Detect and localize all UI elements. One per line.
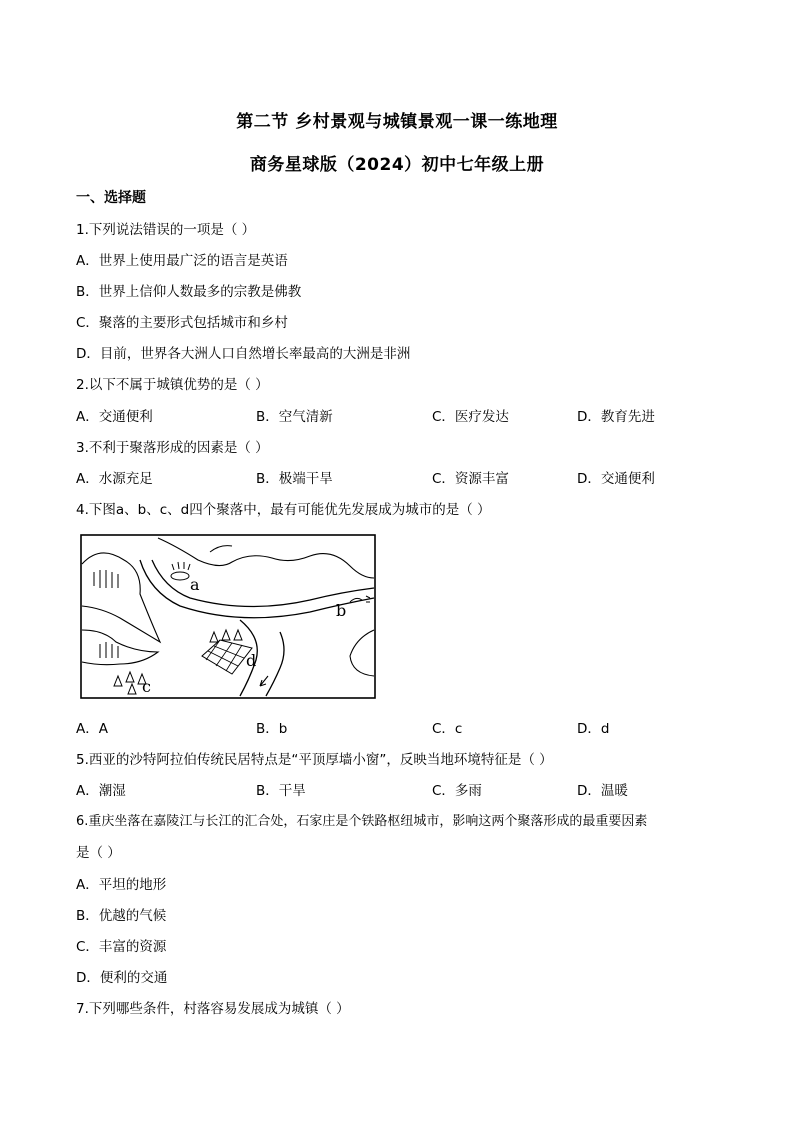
label-a: a [190, 575, 200, 594]
question-1-option-a: A．世界上使用最广泛的语言是英语 [76, 253, 288, 269]
question-2-stem: 2.以下不属于城镇优势的是（ ） [76, 377, 269, 393]
question-6-option-c: C．丰富的资源 [76, 939, 167, 955]
question-6-option-d: D．便利的交通 [76, 970, 168, 986]
section-heading: 一、选择题 [76, 190, 146, 206]
question-3-option-c: C．资源丰富 [432, 471, 509, 487]
question-2-option-c: C．医疗发达 [432, 409, 509, 425]
question-4-stem: 4.下图a、b、c、d四个聚落中，最有可能优先发展成为城市的是（ ） [76, 502, 491, 518]
question-3-option-d: D．交通便利 [577, 471, 655, 487]
question-6-stem-line2: 是（ ） [76, 845, 121, 861]
question-5-stem: 5.西亚的沙特阿拉伯传统民居特点是“平顶厚墙小窗”，反映当地环境特征是（ ） [76, 752, 553, 768]
label-b: b [336, 601, 347, 620]
question-1-option-d: D．目前，世界各大洲人口自然增长率最高的大洲是非洲 [76, 346, 411, 362]
question-5-option-d: D．温暖 [577, 783, 628, 799]
question-7-stem: 7.下列哪些条件，村落容易发展成为城镇（ ） [76, 1001, 350, 1017]
question-2-option-a: A．交通便利 [76, 409, 153, 425]
question-6-option-b: B．优越的气候 [76, 908, 167, 924]
question-5-option-c: C．多雨 [432, 783, 482, 799]
question-6-option-a: A．平坦的地形 [76, 877, 167, 893]
question-5-option-b: B．干旱 [256, 783, 306, 799]
question-1-option-c: C．聚落的主要形式包括城市和乡村 [76, 315, 288, 331]
page-subtitle: 商务星球版（2024）初中七年级上册 [249, 155, 545, 175]
question-4-option-b: B．b [256, 721, 288, 737]
question-3-stem: 3.不利于聚落形成的因素是（ ） [76, 440, 269, 456]
question-6-stem-line1: 6.重庆坐落在嘉陵江与长江的汇合处，石家庄是个铁路枢纽城市，影响这两个聚落形成的最重要因素 [76, 814, 648, 829]
question-3-option-b: B．极端干旱 [256, 471, 333, 487]
question-1-stem: 1.下列说法错误的一项是（ ） [76, 222, 256, 238]
label-c: c [142, 677, 151, 696]
question-5-option-a: A．潮湿 [76, 783, 126, 799]
question-4-option-d: D．d [577, 721, 610, 737]
question-3-option-a: A．水源充足 [76, 471, 153, 487]
label-d: d [246, 651, 257, 670]
question-4-option-a: A．A [76, 721, 108, 737]
question-1-option-b: B．世界上信仰人数最多的宗教是佛教 [76, 284, 302, 300]
question-2-option-d: D．教育先进 [577, 409, 655, 425]
question-2-option-b: B．空气清新 [256, 409, 333, 425]
page-title: 第二节 乡村景观与城镇景观一课一练地理 [236, 112, 558, 132]
settlement-map-figure [80, 534, 376, 699]
question-4-option-c: C．c [432, 721, 463, 737]
